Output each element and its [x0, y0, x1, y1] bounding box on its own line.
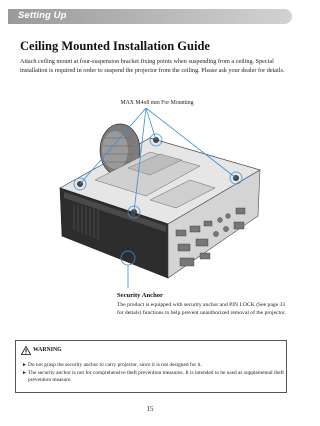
projector-illustration — [60, 124, 260, 278]
projector-diagram — [0, 108, 300, 288]
warning-heading-text: WARNING — [33, 347, 62, 353]
intro-paragraph: Attach ceiling mount at four-suspension bracket fixing points when suspending from a ceiling. Special installation is required in order to suspend the projector from the ceiling. Please ask your dealer for details. — [20, 58, 285, 74]
warning-list — [22, 362, 284, 385]
mount-callout-label: MAX M4x8 mm For Mounting — [120, 100, 194, 106]
section-label: Setting Up — [18, 10, 67, 21]
warning-triangle-icon — [21, 346, 31, 355]
security-anchor-description: The product is equipped with security anchor and PIN LOCK (See page 33 for detials) functions to help prevent unauthorized removal of the projector. — [117, 302, 286, 316]
page-title: Ceiling Mounted Installation Guide — [20, 39, 210, 53]
warning-box — [15, 340, 287, 393]
warning-item: ► The security anchor is not for comprehensive theft prevention measures. It is intended to be used as supplemental theft prevention measure. — [22, 369, 284, 383]
arrow-bullet-icon: ► — [22, 363, 27, 368]
page-number: 15 — [146, 405, 154, 413]
arrow-bullet-icon: ► — [22, 370, 27, 376]
warning-item: ► Do not grasp the security anchor to carry projector, since it is not designed for it. — [22, 362, 202, 368]
section-header-bar — [8, 9, 292, 24]
security-anchor-title: Security Anchor — [117, 292, 163, 299]
